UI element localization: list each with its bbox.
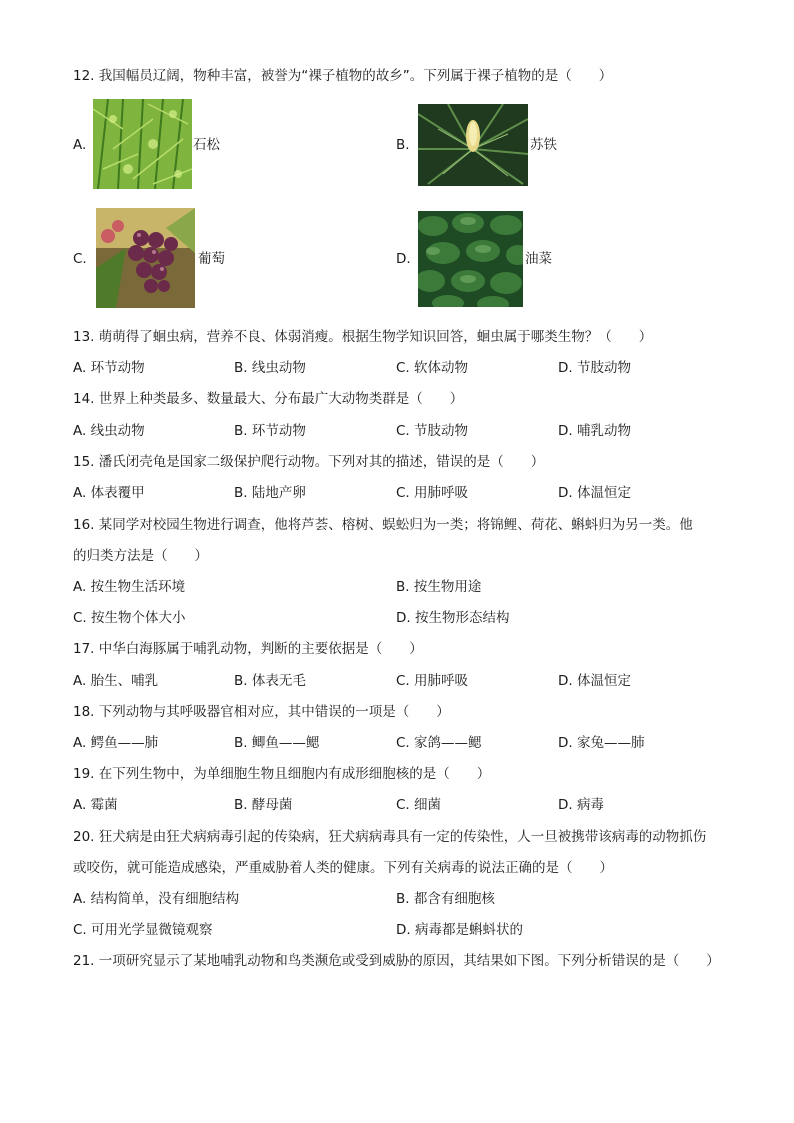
q19-option-c: C. 细菌 (396, 797, 442, 813)
question-14-stem: 14. 世界上种类最多、数量最大、分布最广大动物类群是（ ） (73, 391, 464, 407)
cycad-photo (418, 104, 528, 186)
q12-option-a-label: 石松 (193, 137, 220, 153)
q15-option-c: C. 用肺呼吸 (396, 485, 469, 501)
q12-option-b-label: 苏铁 (530, 137, 557, 153)
question-16-stem-line2: 的归类方法是（ ） (73, 548, 208, 564)
question-19-stem: 19. 在下列生物中，为单细胞生物且细胞内有成形细胞核的是（ ） (73, 766, 491, 782)
q14-option-a: A. 线虫动物 (73, 423, 145, 439)
q18-option-d: D. 家兔——肺 (558, 735, 645, 751)
q17-option-d: D. 体温恒定 (558, 673, 631, 689)
q14-option-b: B. 环节动物 (234, 423, 306, 439)
q16-option-d: D. 按生物形态结构 (396, 610, 510, 626)
q19-option-d: D. 病毒 (558, 797, 604, 813)
q12-option-d-label: 油菜 (525, 251, 552, 267)
question-20-stem-line2: 或咬伤，就可能造成感染，严重威胁着人类的健康。下列有关病毒的说法正确的是（ ） (73, 860, 613, 876)
club-moss-photo (93, 99, 192, 189)
q20-option-d: D. 病毒都是蝌蚪状的 (396, 922, 523, 938)
q15-option-b: B. 陆地产卵 (234, 485, 306, 501)
q20-option-b: B. 都含有细胞核 (396, 891, 495, 907)
q17-option-c: C. 用肺呼吸 (396, 673, 469, 689)
q15-option-d: D. 体温恒定 (558, 485, 631, 501)
q19-option-a: A. 霉菌 (73, 797, 118, 813)
q12-option-c-label: 葡萄 (198, 251, 225, 267)
q20-option-a: A. 结构简单，没有细胞结构 (73, 891, 240, 907)
q13-option-b: B. 线虫动物 (234, 360, 306, 376)
q15-option-a: A. 体表覆甲 (73, 485, 145, 501)
q16-option-a: A. 按生物生活环境 (73, 579, 186, 595)
q17-option-b: B. 体表无毛 (234, 673, 306, 689)
q13-option-a: A. 环节动物 (73, 360, 145, 376)
question-18-stem: 18. 下列动物与其呼吸器官相对应，其中错误的一项是（ ） (73, 704, 450, 720)
q16-option-c: C. 按生物个体大小 (73, 610, 186, 626)
q20-option-c: C. 可用光学显微镜观察 (73, 922, 213, 938)
q14-option-c: C. 节肢动物 (396, 423, 469, 439)
question-21-stem: 21. 一项研究显示了某地哺乳动物和鸟类濒危或受到威胁的原因，其结果如下图。下列分析错误的是（ ） (73, 953, 720, 969)
question-13-stem: 13. 萌萌得了蛔虫病，营养不良、体弱消瘦。根据生物学知识回答，蛔虫属于哪类生物？（ ） (73, 329, 653, 345)
q12-option-a-letter: A. (73, 137, 87, 153)
question-20-stem-line1: 20. 狂犬病是由狂犬病病毒引起的传染病，狂犬病病毒具有一定的传染性，人一旦被携带该病毒的动物抓伤 (73, 829, 707, 845)
q19-option-b: B. 酵母菌 (234, 797, 293, 813)
q12-option-d-letter: D. (396, 251, 411, 267)
q14-option-d: D. 哺乳动物 (558, 423, 631, 439)
rape-vegetable-photo (418, 211, 523, 307)
q18-option-c: C. 家鸽——鳃 (396, 735, 482, 751)
q18-option-b: B. 鲫鱼——鳃 (234, 735, 320, 751)
question-17-stem: 17. 中华白海豚属于哺乳动物，判断的主要依据是（ ） (73, 641, 423, 657)
question-12-stem: 12. 我国幅员辽阔，物种丰富，被誉为“裸子植物的故乡”。下列属于裸子植物的是（ ） (73, 68, 613, 84)
q18-option-a: A. 鳄鱼——肺 (73, 735, 159, 751)
question-15-stem: 15. 潘氏闭壳龟是国家二级保护爬行动物。下列对其的描述，错误的是（ ） (73, 454, 545, 470)
q12-option-c-letter: C. (73, 251, 87, 267)
question-16-stem-line1: 16. 某同学对校园生物进行调查，他将芦荟、榕树、蜈蚣归为一类；将锦鲤、荷花、蝌蚪归为另一类。他 (73, 517, 693, 533)
q12-option-b-letter: B. (396, 137, 410, 153)
grape-photo (96, 208, 195, 308)
q13-option-d: D. 节肢动物 (558, 360, 631, 376)
q13-option-c: C. 软体动物 (396, 360, 469, 376)
q16-option-b: B. 按生物用途 (396, 579, 482, 595)
q17-option-a: A. 胎生、哺乳 (73, 673, 159, 689)
